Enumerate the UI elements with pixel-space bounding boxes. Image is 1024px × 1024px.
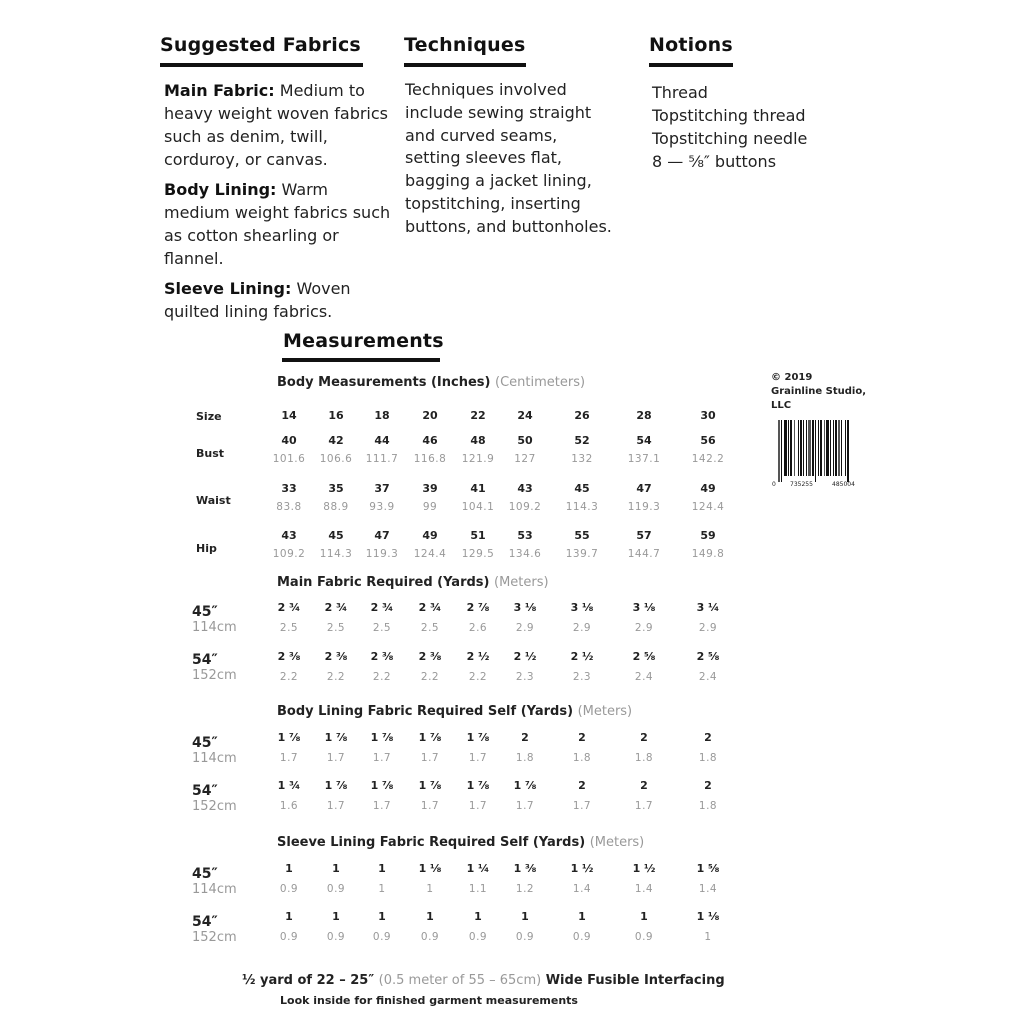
body-lining-label: Body Lining: [164, 180, 277, 199]
inches-value: 52 [574, 434, 590, 447]
cm-value: 119.3 [365, 548, 399, 560]
main-fabric-table-title-main: Main Fabric Required (Yards) [277, 575, 490, 590]
meters-value: 1.7 [326, 752, 346, 764]
size-label: Size [196, 410, 222, 423]
main-fabric-item [164, 79, 392, 171]
barcode [772, 420, 868, 492]
cm-value: 109.2 [272, 548, 306, 560]
yards-value: 1 [378, 910, 386, 923]
interfacing-type: Wide Fusible Interfacing [545, 973, 725, 988]
yards-value: 2 ¾ [324, 601, 348, 614]
sleeve-lining-label: Sleeve Lining: [164, 279, 292, 298]
yards-value: 2 ⅞ [466, 601, 490, 614]
body-lining-table-title [277, 704, 632, 719]
barcode-bar [833, 420, 834, 476]
size-value: 30 [700, 409, 716, 422]
meters-value: 1.8 [634, 752, 654, 764]
meters-value: 0.9 [634, 931, 654, 943]
yards-value: 1 ½ [570, 862, 594, 875]
body-measurements-title [277, 375, 585, 390]
yards-value: 1 ⅞ [418, 779, 442, 792]
width-cm: 152cm [192, 799, 237, 814]
inches-value: 47 [636, 482, 652, 495]
cm-value: 109.2 [508, 501, 542, 513]
yards-value: 1 ⅞ [277, 731, 301, 744]
width-cm: 114cm [192, 751, 237, 766]
inches-value: 45 [574, 482, 590, 495]
cm-value: 99 [422, 501, 438, 513]
yards-value: 1 ⅝ [696, 862, 720, 875]
width-label-54 [192, 652, 237, 683]
barcode-bar [778, 420, 780, 482]
barcode-bars [772, 420, 868, 482]
yards-value: 1 [578, 910, 586, 923]
barcode-bar [815, 420, 816, 482]
yards-value: 1 ⅞ [324, 779, 348, 792]
width-label-45 [192, 604, 237, 635]
notion-item: Topstitching thread [652, 106, 806, 125]
inches-value: 43 [281, 529, 297, 542]
width-inches: 54″ [192, 914, 218, 930]
yards-value: 2 ¾ [277, 601, 301, 614]
notion-item: 8 — ⅝″ buttons [652, 152, 777, 171]
interfacing-amount: ½ yard of 22 – 25″ [242, 973, 375, 988]
yards-value: 1 ⅜ [513, 862, 537, 875]
inches-value: 48 [470, 434, 486, 447]
yards-value: 1 [426, 910, 434, 923]
width-inches: 54″ [192, 783, 218, 799]
meters-value: 0.9 [572, 931, 592, 943]
cm-value: 149.8 [691, 548, 725, 560]
meters-value: 1.4 [698, 883, 718, 895]
notion-item: Thread [652, 83, 708, 102]
meters-value: 1.7 [420, 752, 440, 764]
meters-value: 0.9 [326, 931, 346, 943]
barcode-group-b: 485004 [832, 481, 855, 488]
barcode-bar [818, 420, 819, 476]
cm-value: 119.3 [627, 501, 661, 513]
body-lining-table-title-unit: (Meters) [577, 704, 633, 719]
inches-value: 41 [470, 482, 486, 495]
barcode-group-a: 735255 [790, 481, 813, 488]
yards-value: 1 ⅛ [696, 910, 720, 923]
cm-value: 114.3 [319, 548, 353, 560]
yards-value: 2 ⅜ [370, 650, 394, 663]
meters-value: 1.7 [468, 752, 488, 764]
meters-value: 2.2 [326, 671, 346, 683]
body-lining-item [164, 178, 392, 270]
yards-value: 2 ¾ [418, 601, 442, 614]
meters-value: 1.8 [698, 752, 718, 764]
barcode-bar [838, 420, 840, 476]
barcode-bar [824, 420, 825, 476]
meters-value: 1.7 [279, 752, 299, 764]
main-fabric-label: Main Fabric: [164, 81, 275, 100]
meters-value: 1.4 [634, 883, 654, 895]
meters-value: 2.9 [698, 622, 718, 634]
yards-value: 3 ⅛ [570, 601, 594, 614]
width-label-54 [192, 783, 237, 814]
cm-value: 101.6 [272, 453, 306, 465]
sleeve-lining-table-title [277, 835, 644, 850]
cm-value: 137.1 [627, 453, 661, 465]
barcode-bar [808, 420, 811, 476]
yards-value: 1 [285, 862, 293, 875]
barcode-bar [790, 420, 792, 476]
main-fabric-text: Medium to heavy weight woven fabrics such as denim, twill, corduroy, or canvas. [164, 81, 389, 169]
cm-value: 106.6 [319, 453, 353, 465]
inches-value: 55 [574, 529, 590, 542]
yards-value: 2 ½ [513, 650, 537, 663]
barcode-bar [781, 420, 782, 482]
barcode-bar [798, 420, 799, 476]
meters-value: 1 [378, 883, 386, 895]
techniques-text: Techniques involved include sewing straight and curved seams, setting sleeves flat, bagging a jacket lining, topstitching, inserting buttons, and buttonholes. [405, 80, 612, 236]
meters-value: 1.7 [372, 800, 392, 812]
inches-value: 50 [517, 434, 533, 447]
yards-value: 1 ⅞ [418, 731, 442, 744]
meters-value: 2.9 [515, 622, 535, 634]
meters-value: 2.4 [634, 671, 654, 683]
cm-value: 111.7 [365, 453, 399, 465]
suggested-fabrics-list [164, 79, 392, 323]
inches-value: 39 [422, 482, 438, 495]
meters-value: 0.9 [279, 883, 299, 895]
yards-value: 2 ⅜ [324, 650, 348, 663]
cm-value: 134.6 [508, 548, 542, 560]
size-value: 14 [281, 409, 297, 422]
barcode-bar [826, 420, 829, 476]
cm-value: 83.8 [276, 501, 302, 513]
yards-value: 1 ⅛ [418, 862, 442, 875]
size-value: 20 [422, 409, 438, 422]
inches-value: 35 [328, 482, 344, 495]
inches-value: 54 [636, 434, 652, 447]
yards-value: 2 ½ [570, 650, 594, 663]
inches-value: 49 [422, 529, 438, 542]
copyright-suffix: LLC [771, 400, 792, 411]
yards-value: 2 ⅜ [277, 650, 301, 663]
measurements-heading: Measurements [283, 330, 444, 352]
notions-list [652, 81, 872, 173]
yards-value: 2 ⅜ [418, 650, 442, 663]
barcode-bar [788, 420, 789, 476]
meters-value: 2.6 [468, 622, 488, 634]
techniques-heading: Techniques [404, 34, 526, 56]
meters-value: 1.1 [468, 883, 488, 895]
inches-value: 42 [328, 434, 344, 447]
cm-value: 144.7 [627, 548, 661, 560]
yards-value: 1 ¾ [277, 779, 301, 792]
body-measurements-title-unit: (Centimeters) [495, 375, 586, 390]
yards-value: 1 [474, 910, 482, 923]
yards-value: 1 ½ [632, 862, 656, 875]
inches-value: 44 [374, 434, 390, 447]
width-label-54 [192, 914, 237, 945]
waist-label: Waist [196, 494, 231, 507]
yards-value: 2 [521, 731, 529, 744]
barcode-bar [803, 420, 804, 476]
inches-value: 33 [281, 482, 297, 495]
barcode-bar [835, 420, 837, 476]
body-lining-table-title-main: Body Lining Fabric Required Self (Yards) [277, 704, 574, 719]
meters-value: 2.3 [515, 671, 535, 683]
meters-value: 0.9 [468, 931, 488, 943]
meters-value: 1.6 [279, 800, 299, 812]
body-lining-text: Warm medium weight fabrics such as cotton shearling or flannel. [164, 180, 391, 268]
yards-value: 1 [285, 910, 293, 923]
bust-label: Bust [196, 447, 225, 460]
yards-value: 1 ⅞ [370, 731, 394, 744]
copyright [771, 371, 866, 413]
width-cm: 114cm [192, 620, 237, 635]
size-value: 18 [374, 409, 390, 422]
width-cm: 152cm [192, 668, 237, 683]
yards-value: 1 ⅞ [513, 779, 537, 792]
cm-value: 93.9 [369, 501, 395, 513]
barcode-bar [784, 420, 787, 476]
cm-value: 121.9 [461, 453, 495, 465]
inches-value: 59 [700, 529, 716, 542]
inches-value: 56 [700, 434, 716, 447]
yards-value: 1 [378, 862, 386, 875]
yards-value: 3 ¼ [696, 601, 720, 614]
width-inches: 54″ [192, 652, 218, 668]
suggested-fabrics-heading: Suggested Fabrics [160, 34, 361, 56]
yards-value: 1 [332, 862, 340, 875]
inches-value: 57 [636, 529, 652, 542]
width-inches: 45″ [192, 866, 218, 882]
yards-value: 2 [578, 731, 586, 744]
size-value: 26 [574, 409, 590, 422]
width-inches: 45″ [192, 604, 218, 620]
inches-value: 43 [517, 482, 533, 495]
interfacing-note [242, 973, 725, 988]
notion-item: Topstitching needle [652, 129, 808, 148]
main-fabric-table-title [277, 575, 549, 590]
meters-value: 2.9 [634, 622, 654, 634]
heading-underline [160, 63, 363, 67]
size-value: 16 [328, 409, 344, 422]
yards-value: 3 ⅛ [632, 601, 656, 614]
body-measurements-title-main: Body Measurements (Inches) [277, 375, 491, 390]
meters-value: 0.9 [515, 931, 535, 943]
sleeve-lining-table-title-unit: (Meters) [589, 835, 645, 850]
meters-value: 2.5 [279, 622, 299, 634]
yards-value: 2 [704, 779, 712, 792]
barcode-bar [845, 420, 846, 476]
yards-value: 1 ⅞ [324, 731, 348, 744]
meters-value: 2.5 [420, 622, 440, 634]
yards-value: 2 ¾ [370, 601, 394, 614]
yards-value: 2 [640, 731, 648, 744]
meters-value: 2.5 [372, 622, 392, 634]
cm-value: 127 [514, 453, 536, 465]
meters-value: 1.7 [515, 800, 535, 812]
sleeve-lining-text: Woven quilted lining fabrics. [164, 279, 351, 321]
cm-value: 114.3 [565, 501, 599, 513]
heading-underline [649, 63, 733, 67]
inches-value: 40 [281, 434, 297, 447]
meters-value: 1.7 [634, 800, 654, 812]
inches-value: 49 [700, 482, 716, 495]
yards-value: 1 [640, 910, 648, 923]
meters-value: 1.7 [468, 800, 488, 812]
inches-value: 45 [328, 529, 344, 542]
yards-value: 1 ⅞ [466, 779, 490, 792]
meters-value: 1 [704, 931, 712, 943]
meters-value: 2.4 [698, 671, 718, 683]
cm-value: 88.9 [323, 501, 349, 513]
meters-value: 2.2 [420, 671, 440, 683]
cm-value: 139.7 [565, 548, 599, 560]
meters-value: 1 [426, 883, 434, 895]
meters-value: 1.7 [326, 800, 346, 812]
width-cm: 152cm [192, 930, 237, 945]
meters-value: 2.9 [572, 622, 592, 634]
barcode-bar [830, 420, 831, 476]
cm-value: 116.8 [413, 453, 447, 465]
finished-measurements-note: Look inside for finished garment measurements [280, 994, 578, 1007]
inches-value: 51 [470, 529, 486, 542]
meters-value: 1.7 [572, 800, 592, 812]
meters-value: 0.9 [420, 931, 440, 943]
meters-value: 1.7 [372, 752, 392, 764]
barcode-bar [847, 420, 849, 482]
size-value: 28 [636, 409, 652, 422]
heading-underline [404, 63, 526, 67]
cm-value: 104.1 [461, 501, 495, 513]
yards-value: 3 ⅛ [513, 601, 537, 614]
yards-value: 1 ⅞ [370, 779, 394, 792]
meters-value: 2.3 [572, 671, 592, 683]
sleeve-lining-item [164, 277, 392, 323]
inches-value: 47 [374, 529, 390, 542]
yards-value: 2 [704, 731, 712, 744]
interfacing-metric: (0.5 meter of 55 – 65cm) [378, 973, 542, 988]
width-inches: 45″ [192, 735, 218, 751]
yards-value: 1 ¼ [466, 862, 490, 875]
meters-value: 2.2 [372, 671, 392, 683]
barcode-bar [800, 420, 802, 476]
inches-value: 37 [374, 482, 390, 495]
cm-value: 129.5 [461, 548, 495, 560]
meters-value: 1.8 [515, 752, 535, 764]
yards-value: 2 ⅝ [696, 650, 720, 663]
sleeve-lining-table-title-main: Sleeve Lining Fabric Required Self (Yards) [277, 835, 586, 850]
barcode-bar [794, 420, 795, 476]
barcode-bar [806, 420, 807, 476]
width-label-45 [192, 735, 237, 766]
copyright-year: © 2019 [771, 372, 813, 383]
barcode-digit-left: 0 [772, 481, 776, 488]
meters-value: 2.5 [326, 622, 346, 634]
yards-value: 2 ⅝ [632, 650, 656, 663]
barcode-bar [841, 420, 842, 476]
main-fabric-table-title-unit: (Meters) [494, 575, 549, 590]
cm-value: 132 [571, 453, 593, 465]
meters-value: 1.8 [698, 800, 718, 812]
size-value: 22 [470, 409, 486, 422]
meters-value: 2.2 [279, 671, 299, 683]
yards-value: 2 [578, 779, 586, 792]
yards-value: 1 [332, 910, 340, 923]
hip-label: Hip [196, 542, 217, 555]
meters-value: 1.4 [572, 883, 592, 895]
yards-value: 2 ½ [466, 650, 490, 663]
notions-heading: Notions [649, 34, 733, 56]
yards-value: 1 ⅞ [466, 731, 490, 744]
meters-value: 0.9 [326, 883, 346, 895]
width-label-45 [192, 866, 237, 897]
yards-value: 1 [521, 910, 529, 923]
cm-value: 142.2 [691, 453, 725, 465]
cm-value: 124.4 [413, 548, 447, 560]
size-value: 24 [517, 409, 533, 422]
meters-value: 0.9 [279, 931, 299, 943]
heading-underline [282, 358, 440, 362]
meters-value: 1.7 [420, 800, 440, 812]
cm-value: 124.4 [691, 501, 725, 513]
meters-value: 0.9 [372, 931, 392, 943]
barcode-bar [812, 420, 814, 476]
width-cm: 114cm [192, 882, 237, 897]
barcode-bar [820, 420, 822, 476]
copyright-company: Grainline Studio, [771, 386, 867, 397]
yards-value: 2 [640, 779, 648, 792]
meters-value: 1.2 [515, 883, 535, 895]
inches-value: 53 [517, 529, 533, 542]
meters-value: 1.8 [572, 752, 592, 764]
inches-value: 46 [422, 434, 438, 447]
meters-value: 2.2 [468, 671, 488, 683]
